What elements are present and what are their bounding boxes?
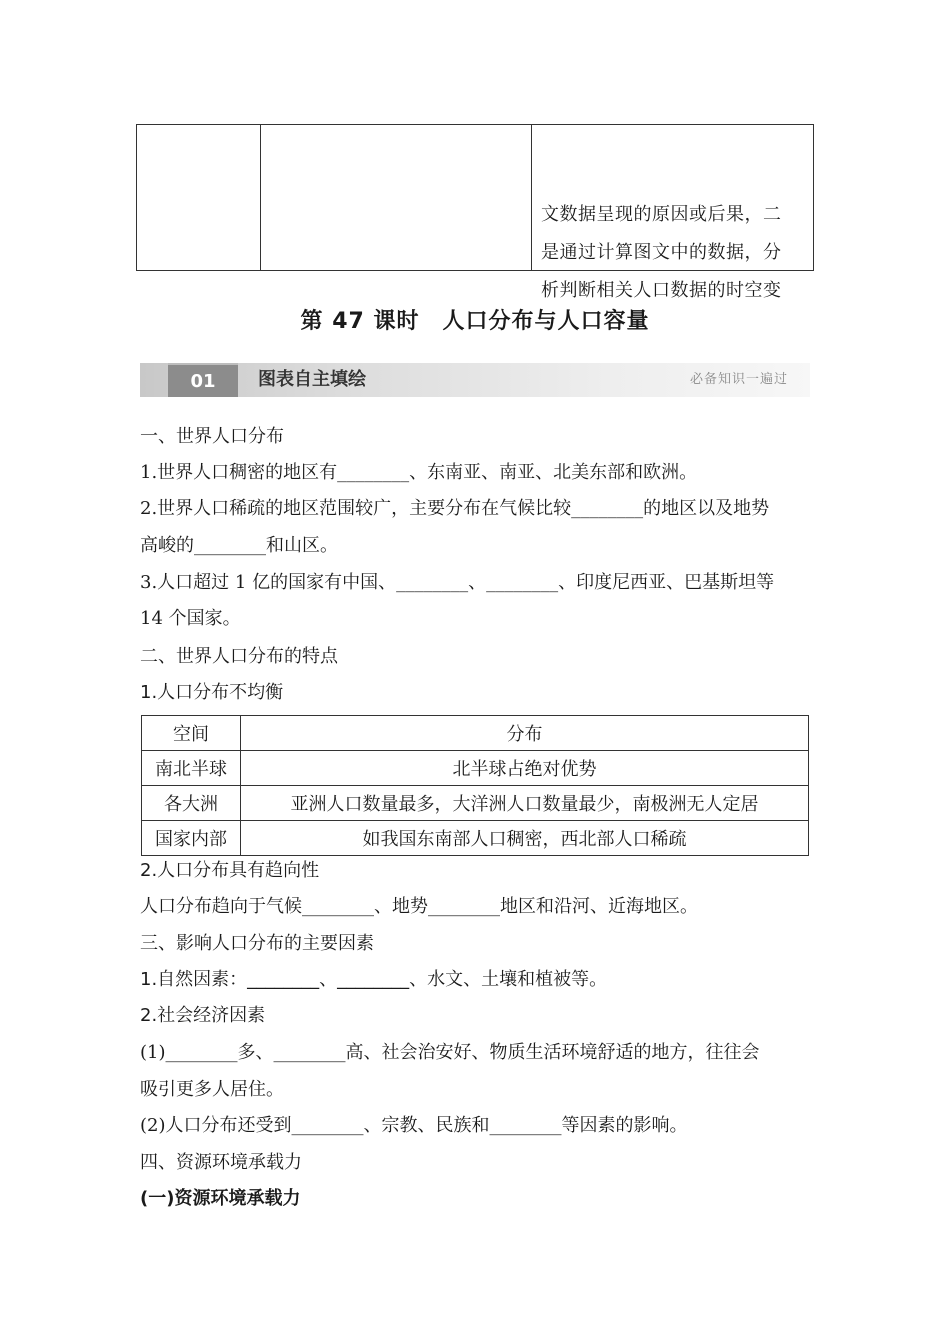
cell-line: 是通过计算图文中的数据，分 [541,242,782,263]
paragraph-1-line-2: 吸引更多人居住。 [140,1079,284,1100]
heading-4: 四、资源环境承载力 [140,1152,302,1173]
table-divider [531,125,532,270]
paragraph-1-line-1: (1)________多、________高、社会治安好、物质生活环境舒适的地方，往往会 [140,1042,760,1063]
subheading-3-2: 2.社会经济因素 [140,1005,266,1026]
row-label: 各大洲 [142,786,241,821]
trend-text: 人口分布趋向于气候________、地势________地区和沿河、近海地区。 [140,896,698,917]
section-header [140,363,810,397]
continuation-cell-text [541,196,801,310]
question-2-line-2: 高峻的________和山区。 [140,535,338,556]
table-header-row [142,716,809,751]
header-space: 空间 [142,716,241,751]
subheading-4-1: (一)资源环境承载力 [140,1188,301,1209]
distribution-table [141,715,809,856]
question-2-line-1: 2.世界人口稀疏的地区范围较广，主要分布在气候比较________的地区以及地势 [140,498,770,519]
row-label: 南北半球 [142,751,241,786]
table-row [142,786,809,821]
subheading-2-2: 2.人口分布具有趋向性 [140,860,320,881]
table-divider [260,125,261,270]
section-number: 01 [168,363,238,397]
question-3-line-2: 14 个国家。 [140,608,241,629]
subheading-2-1: 1.人口分布不均衡 [140,682,284,703]
heading-1: 一、世界人口分布 [140,426,284,447]
row-value: 北半球占绝对优势 [241,751,809,786]
cell-line: 析判断相关人口数据的时空变 [541,280,782,301]
header-distribution: 分布 [241,716,809,751]
section-subtitle: 必备知识一遍过 [689,372,788,387]
row-value: 如我国东南部人口稠密，西北部人口稀疏 [241,821,809,856]
table-row [142,751,809,786]
row-label: 国家内部 [142,821,241,856]
heading-3: 三、影响人口分布的主要因素 [140,933,374,954]
heading-2: 二、世界人口分布的特点 [140,646,338,667]
section-title: 图表自主填绘 [258,369,366,390]
lesson-title: 第 47 课时 人口分布与人口容量 [300,309,650,334]
subheading-3-1: 1.自然因素：________、________、水文、土壤和植被等。 [140,969,608,990]
paragraph-2: (2)人口分布还受到________、宗教、民族和________等因素的影响。 [140,1115,688,1136]
table-row [142,821,809,856]
cell-line: 文数据呈现的原因或后果，二 [541,204,782,225]
question-3-line-1: 3.人口超过 1 亿的国家有中国、________、________、印度尼西亚、巴基斯坦等 [140,572,775,593]
row-value: 亚洲人口数量最多，大洋洲人口数量最少，南极洲无人定居 [241,786,809,821]
question-1: 1.世界人口稠密的地区有________、东南亚、南亚、北美东部和欧洲。 [140,462,698,483]
